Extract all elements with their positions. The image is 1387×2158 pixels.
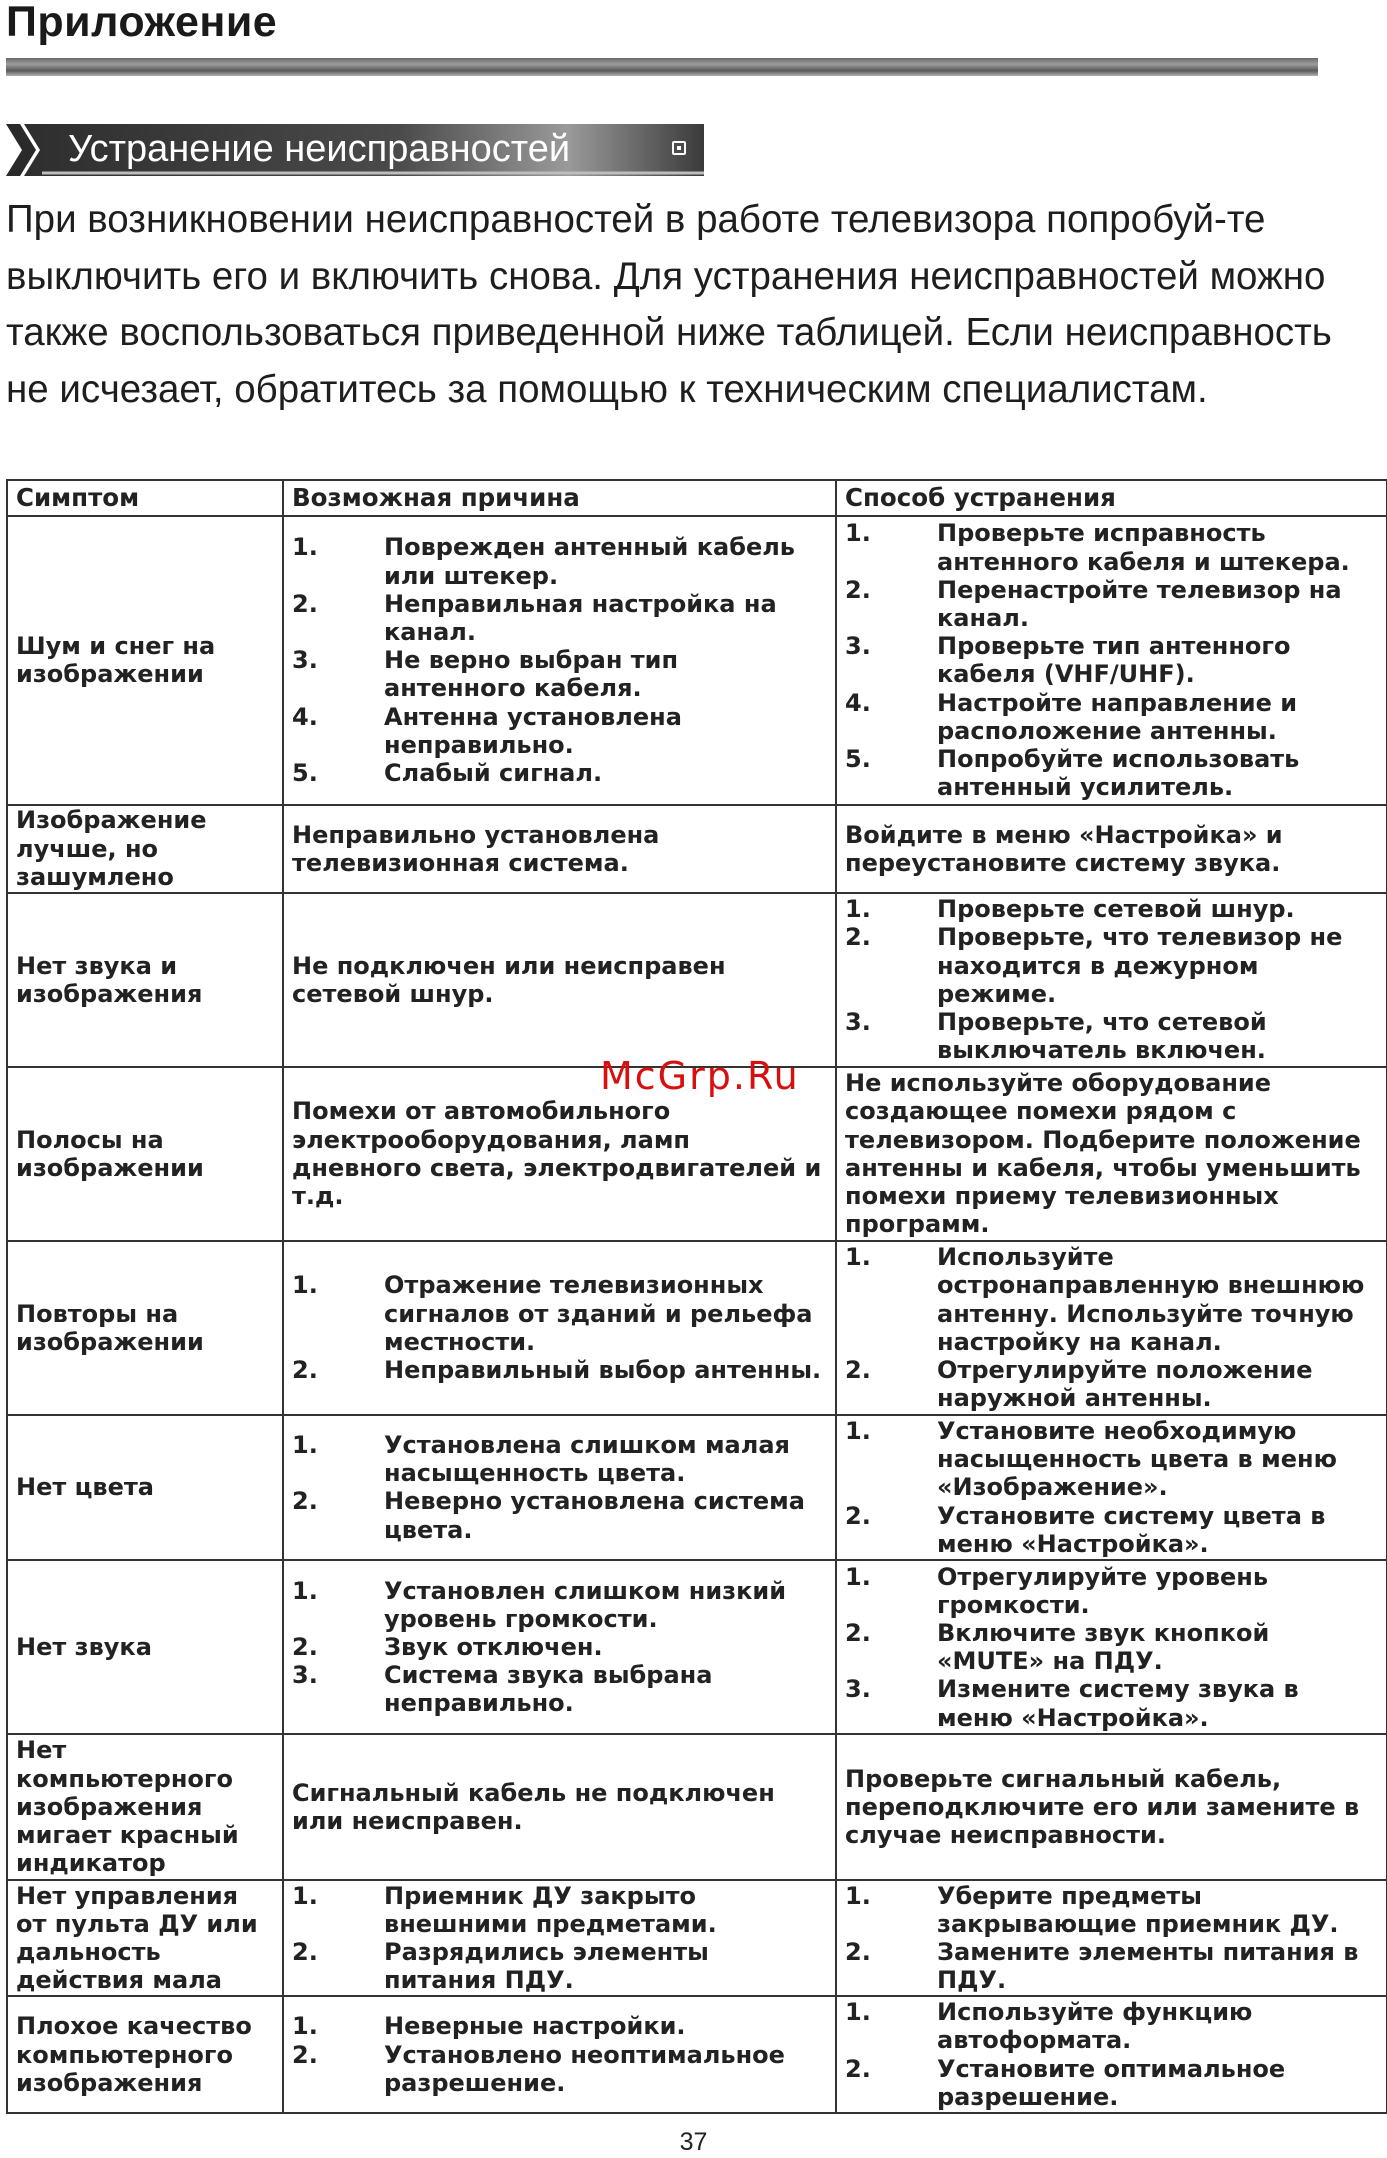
- item-text: Используйте остронаправленную внешнюю антенну. Используйте точную настройку на канал.: [937, 1243, 1365, 1356]
- list-item: [292, 590, 827, 646]
- item-number: 1.: [845, 1881, 871, 1910]
- item-number: 3.: [845, 632, 871, 661]
- square-icon: [672, 141, 686, 155]
- list-item: [845, 689, 1378, 745]
- item-number: 2.: [292, 1487, 318, 1516]
- item-number: 2.: [845, 923, 871, 952]
- list-item: [845, 1675, 1378, 1731]
- item-text: Замените элементы питания в ПДУ.: [937, 1937, 1359, 1995]
- item-text: Установите оптимальное разрешение.: [937, 2054, 1286, 2111]
- list-item: [845, 1563, 1378, 1619]
- item-number: 1.: [292, 1576, 318, 1605]
- item-text: Неверно установлена система цвета.: [384, 1487, 805, 1544]
- list-item: [292, 1271, 827, 1356]
- item-text: Включите звук кнопкой «MUTE» на ПДУ.: [937, 1618, 1270, 1676]
- item-number: 2.: [292, 589, 318, 618]
- item-text: Антенна установлена неправильно.: [384, 702, 682, 759]
- item-number: 1.: [845, 1416, 871, 1445]
- title-rule: [6, 58, 1318, 76]
- list-item: [845, 632, 1378, 688]
- symptom-cell: Нет компьютерного изображения мигает красный индикатор: [7, 1734, 283, 1879]
- page-title: Приложение: [6, 0, 278, 46]
- table-row: [7, 1996, 1387, 2113]
- page-number: 37: [679, 2128, 708, 2156]
- remedy-cell: Не используйте оборудование создающее помехи рядом с телевизором. Подберите положение антенны и кабеля, чтобы уменьшить помехи приему телевизионных программ.: [836, 1067, 1387, 1241]
- item-text: Отрегулируйте уровень громкости.: [937, 1562, 1269, 1619]
- item-number: 1.: [845, 1998, 871, 2027]
- list-item: [845, 1619, 1378, 1675]
- table-row: [7, 1734, 1387, 1879]
- section-banner: [6, 124, 704, 176]
- list-item: [845, 923, 1378, 1008]
- remedy-cell: [836, 1415, 1387, 1560]
- item-number: 2.: [845, 575, 871, 604]
- item-text: Установите необходимую насыщенность цвета в меню «Изображение».: [937, 1416, 1337, 1502]
- cause-cell: [283, 1996, 836, 2113]
- list-item: [845, 1998, 1378, 2054]
- item-number: 3.: [845, 1675, 871, 1704]
- item-number: 2.: [292, 1633, 318, 1662]
- item-text: Измените систему звука в меню «Настройка».: [937, 1675, 1299, 1732]
- cause-cell: [283, 1560, 836, 1734]
- item-number: 2.: [845, 1501, 871, 1530]
- table-row: [7, 1415, 1387, 1560]
- symptom-cell: Повторы на изображении: [7, 1241, 283, 1415]
- remedy-list: [845, 1243, 1378, 1412]
- remedy-cell: [836, 1880, 1387, 1997]
- cause-cell: Не подключен или неисправен сетевой шнур.: [283, 893, 836, 1067]
- item-text: Установлена слишком малая насыщенность цвета.: [384, 1431, 790, 1488]
- remedy-list: [845, 895, 1378, 1064]
- item-number: 4.: [292, 702, 318, 731]
- item-number: 1.: [845, 1243, 871, 1272]
- list-item: [292, 2012, 827, 2040]
- troubleshooting-table: [6, 479, 1387, 2114]
- symptom-cell: Нет управления от пульта ДУ или дальность действия мала: [7, 1880, 283, 1997]
- symptom-cell: Шум и снег на изображении: [7, 516, 283, 805]
- table-header-row: [7, 480, 1387, 516]
- cause-cell: Неправильно установлена телевизионная система.: [283, 805, 836, 893]
- remedy-list: [845, 1417, 1378, 1558]
- item-text: Перенастройте телевизор на канал.: [937, 575, 1342, 632]
- item-text: Попробуйте использовать антенный усилитель.: [937, 744, 1300, 802]
- item-text: Настройте направление и расположение антенны.: [937, 688, 1298, 745]
- item-text: Проверьте исправность антенного кабеля и штекера.: [937, 519, 1350, 576]
- item-number: 1.: [845, 895, 871, 924]
- list-item: [292, 1882, 827, 1938]
- item-text: Проверьте, что телевизор не находится в дежурном режиме.: [937, 923, 1343, 1008]
- item-number: 4.: [845, 688, 871, 717]
- cause-cell: [283, 1241, 836, 1415]
- item-number: 1.: [292, 1271, 318, 1300]
- remedy-cell: [836, 1996, 1387, 2113]
- item-text: Установите систему цвета в меню «Настройка».: [937, 1501, 1326, 1558]
- item-text: Проверьте сетевой шнур.: [937, 895, 1295, 924]
- symptom-cell: Нет звука: [7, 1560, 283, 1734]
- table-row: [7, 1241, 1387, 1415]
- item-number: 2.: [845, 1618, 871, 1647]
- item-number: 2.: [845, 1937, 871, 1966]
- header-remedy: Способ устранения: [836, 480, 1387, 516]
- remedy-cell: [836, 1241, 1387, 1415]
- remedy-cell: Проверьте сигнальный кабель, переподключите его или замените в случае неисправности.: [836, 1734, 1387, 1879]
- item-number: 1.: [845, 1562, 871, 1591]
- list-item: [292, 1938, 827, 1994]
- item-text: Установлен слишком низкий уровень громкости.: [384, 1576, 787, 1633]
- cause-list: [292, 533, 827, 787]
- remedy-cell: [836, 516, 1387, 805]
- symptom-cell: Плохое качество компьютерного изображения: [7, 1996, 283, 2113]
- remedy-list: [845, 1882, 1378, 1995]
- symptom-cell: Нет звука и изображения: [7, 893, 283, 1067]
- item-number: 1.: [845, 519, 871, 548]
- item-number: 1.: [292, 2012, 318, 2041]
- watermark: McGrp.Ru: [600, 1054, 800, 1098]
- remedy-cell: [836, 1560, 1387, 1734]
- item-text: Установлено неоптимальное разрешение.: [384, 2040, 785, 2097]
- item-number: 2.: [292, 1356, 318, 1384]
- item-text: Приемник ДУ закрыто внешними предметами.: [384, 1881, 717, 1938]
- item-text: Не верно выбран тип антенного кабеля.: [384, 646, 679, 703]
- item-text: Отрегулируйте положение наружной антенны.: [937, 1356, 1313, 1413]
- list-item: [845, 1356, 1378, 1412]
- list-item: [292, 1633, 827, 1661]
- remedy-cell: Войдите в меню «Настройка» и переустановите систему звука.: [836, 805, 1387, 893]
- item-text: Слабый сигнал.: [384, 759, 603, 788]
- item-text: Система звука выбрана неправильно.: [384, 1661, 713, 1718]
- list-item: [845, 1502, 1378, 1558]
- table-row: [7, 1560, 1387, 1734]
- header-cause: Возможная причина: [283, 480, 836, 516]
- item-text: Неправильный выбор антенны.: [384, 1356, 822, 1384]
- item-text: Неправильная настройка на канал.: [384, 589, 777, 647]
- header-symptom: Симптом: [7, 480, 283, 516]
- list-item: [845, 1008, 1378, 1064]
- item-number: 3.: [292, 1661, 318, 1690]
- item-number: 3.: [845, 1007, 871, 1036]
- item-number: 1.: [292, 533, 318, 562]
- remedy-list: [845, 519, 1378, 801]
- item-text: Звук отключен.: [384, 1633, 603, 1662]
- intro-paragraph: При возникновении неисправностей в работе телевизора попробуй-те выключить его и включить снова. Для устранения неисправностей можно также воспользоваться приведенной ниже таблицей. Если неисправность не исчезает, обратитесь за помощью к техническим специалистам.: [6, 198, 1332, 411]
- list-item: [292, 533, 827, 589]
- remedy-list: [845, 1563, 1378, 1732]
- list-item: [845, 1417, 1378, 1502]
- cause-list: [292, 1271, 827, 1384]
- remedy-cell: [836, 893, 1387, 1067]
- cause-list: [292, 1882, 827, 1995]
- list-item: [845, 895, 1378, 923]
- symptom-cell: Нет цвета: [7, 1415, 283, 1560]
- list-item: [292, 1577, 827, 1633]
- item-text: Разрядились элементы питания ПДУ.: [384, 1937, 709, 1995]
- item-number: 2.: [292, 1937, 318, 1966]
- list-item: [845, 745, 1378, 801]
- list-item: [845, 519, 1378, 575]
- table-row: [7, 516, 1387, 805]
- item-number: 2.: [292, 2040, 318, 2069]
- remedy-list: [845, 1998, 1378, 2111]
- cause-cell: [283, 1415, 836, 1560]
- section-title: Устранение неисправностей: [68, 128, 571, 170]
- item-text: Проверьте тип антенного кабеля (VHF/UHF).: [937, 632, 1291, 689]
- table-row: [7, 893, 1387, 1067]
- list-item: [292, 1431, 827, 1487]
- table-row: [7, 805, 1387, 893]
- item-number: 2.: [845, 2054, 871, 2083]
- item-text: Уберите предметы закрывающие приемник ДУ.: [937, 1881, 1339, 1938]
- item-text: Используйте функцию автоформата.: [937, 1998, 1253, 2055]
- list-item: [292, 759, 827, 787]
- cause-list: [292, 2012, 827, 2097]
- list-item: [292, 1487, 827, 1543]
- item-text: Проверьте, что сетевой выключатель включен.: [937, 1007, 1267, 1065]
- symptom-cell: Полосы на изображении: [7, 1067, 283, 1241]
- cause-cell: Сигнальный кабель не подключен или неисправен.: [283, 1734, 836, 1879]
- cause-cell: Помехи от автомобильного электрооборудования, ламп дневного света, электродвигателей и т.д.: [283, 1067, 836, 1241]
- list-item: [292, 1356, 827, 1384]
- list-item: [292, 1661, 827, 1717]
- item-number: 2.: [845, 1356, 871, 1384]
- item-text: Неверные настройки.: [384, 2012, 686, 2041]
- cause-cell: [283, 516, 836, 805]
- item-number: 5.: [845, 744, 871, 773]
- item-number: 1.: [292, 1431, 318, 1460]
- item-number: 3.: [292, 646, 318, 675]
- item-text: Отражение телевизионных сигналов от зданий и рельефа местности.: [384, 1271, 813, 1356]
- list-item: [845, 1243, 1378, 1356]
- list-item: [292, 2041, 827, 2097]
- cause-list: [292, 1577, 827, 1718]
- item-number: 5.: [292, 759, 318, 788]
- list-item: [845, 1882, 1378, 1938]
- symptom-cell: Изображение лучше, но зашумлено: [7, 805, 283, 893]
- table-row: [7, 1880, 1387, 1997]
- list-item: [292, 646, 827, 702]
- list-item: [845, 2055, 1378, 2111]
- list-item: [845, 576, 1378, 632]
- cause-cell: [283, 1880, 836, 1997]
- item-text: Поврежден антенный кабель или штекер.: [384, 533, 795, 590]
- list-item: [845, 1938, 1378, 1994]
- list-item: [292, 703, 827, 759]
- cause-list: [292, 1431, 827, 1544]
- item-number: 1.: [292, 1881, 318, 1910]
